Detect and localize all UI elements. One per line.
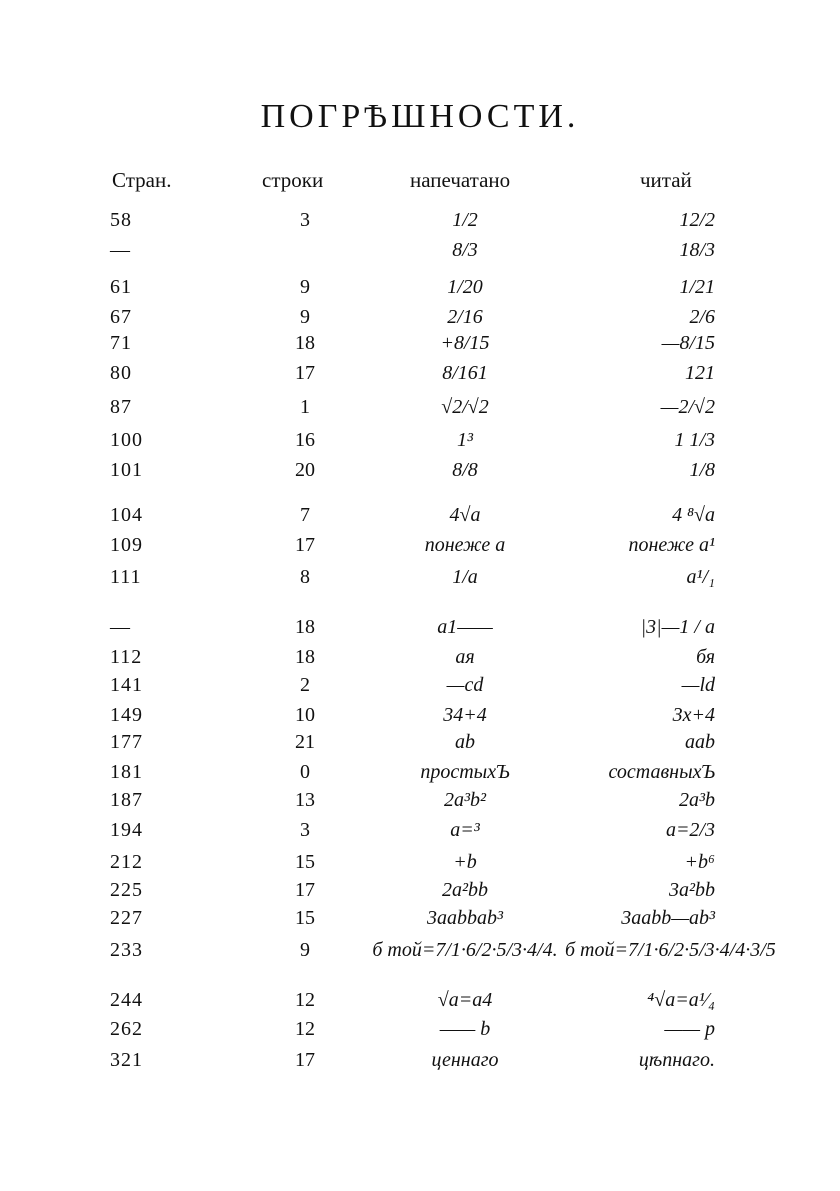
page-title: ПОГРѢШНОСТИ.	[260, 98, 580, 135]
page-number: 149	[110, 704, 143, 726]
line-number: 15	[295, 851, 315, 873]
table-row	[0, 530, 840, 560]
line-number: 18	[295, 616, 315, 638]
line-number: 8	[300, 566, 310, 588]
table-row	[0, 785, 840, 815]
printed-text: 2a²bb	[442, 879, 488, 901]
line-number: 18	[295, 646, 315, 668]
correct-text: 3x+4	[672, 704, 715, 726]
header-read: читай	[640, 168, 692, 192]
table-row	[0, 903, 840, 933]
table-row	[0, 815, 840, 845]
correct-text: 2a³b	[679, 789, 715, 811]
printed-text: 1/20	[447, 276, 483, 298]
table-row	[0, 847, 840, 877]
line-number: 3	[300, 209, 310, 231]
printed-text: б той=7/1·6/2·5/3·4/4.	[372, 939, 558, 961]
table-row	[0, 985, 840, 1015]
page-number: 111	[110, 566, 142, 588]
table-row	[0, 205, 840, 235]
line-number: 21	[295, 731, 315, 753]
page-number: 321	[110, 1049, 143, 1071]
table-row	[0, 562, 840, 592]
line-number: 17	[295, 534, 315, 556]
printed-text: +8/15	[440, 332, 490, 354]
printed-text: ab	[455, 731, 475, 753]
correct-text: б той=7/1·6/2·5/3·4/4·3/5	[565, 939, 776, 961]
page-number: 212	[110, 851, 143, 873]
table-row	[0, 642, 840, 672]
printed-text: a1——	[437, 616, 493, 638]
page-number: 71	[110, 332, 132, 354]
line-number: 13	[295, 789, 315, 811]
correct-text: 3aabb—ab³	[621, 907, 715, 929]
printed-text: 2/16	[447, 306, 483, 328]
table-row	[0, 425, 840, 455]
correct-text: 1 1/3	[674, 429, 715, 451]
correct-text: цѣпнаго.	[638, 1049, 715, 1071]
correct-text: —— p	[664, 1018, 715, 1040]
correct-text: понеже a¹	[628, 534, 715, 556]
table-row	[0, 757, 840, 787]
correct-text: —2/√2	[660, 396, 715, 418]
page-number: 141	[110, 674, 143, 696]
printed-text: —cd	[446, 674, 484, 696]
table-row	[0, 612, 840, 642]
printed-text: 8/8	[452, 459, 478, 481]
printed-text: 8/3	[452, 239, 478, 261]
page-number: 244	[110, 989, 143, 1011]
line-number: 10	[295, 704, 315, 726]
printed-text: aя	[455, 646, 475, 668]
table-row	[0, 1014, 840, 1044]
line-number: 7	[300, 504, 310, 526]
line-number: 15	[295, 907, 315, 929]
page-number: 194	[110, 819, 143, 841]
page-number: —	[110, 239, 131, 261]
printed-text: √2/√2	[441, 396, 489, 418]
line-number: 2	[300, 674, 310, 696]
table-row	[0, 235, 840, 265]
page-number: 58	[110, 209, 132, 231]
line-number: 12	[295, 989, 315, 1011]
table-row	[0, 392, 840, 422]
correct-text: 3a²bb	[669, 879, 715, 901]
correct-text: 1/8	[689, 459, 715, 481]
printed-text: 2a³b²	[444, 789, 486, 811]
page-number: 181	[110, 761, 143, 783]
header-line: строки	[262, 168, 324, 192]
table-row	[0, 500, 840, 530]
page-number: 101	[110, 459, 143, 481]
correct-text: бя	[696, 646, 715, 668]
page-number: 227	[110, 907, 143, 929]
line-number: 1	[300, 396, 310, 418]
table-row	[0, 455, 840, 485]
page-number: 104	[110, 504, 143, 526]
printed-text: 4√a	[449, 504, 481, 526]
printed-text: +b	[453, 851, 477, 873]
line-number: 17	[295, 1049, 315, 1071]
table-row	[0, 670, 840, 700]
correct-text: 4 ⁸√a	[672, 504, 715, 526]
table-row	[0, 1045, 840, 1075]
page-number: 67	[110, 306, 132, 328]
printed-text: 3aabbab³	[427, 907, 503, 929]
correct-text: 1/21	[679, 276, 715, 298]
printed-text: —— b	[439, 1018, 491, 1040]
printed-text: 8/161	[442, 362, 488, 384]
printed-text: a=³	[450, 819, 480, 841]
table-row	[0, 358, 840, 388]
table-row	[0, 328, 840, 358]
correct-text: —8/15	[661, 332, 715, 354]
page-number: 87	[110, 396, 132, 418]
table-row	[0, 875, 840, 905]
page-number: 187	[110, 789, 143, 811]
page-number: 112	[110, 646, 143, 668]
correct-text: 2/6	[689, 306, 715, 328]
header-page: Стран.	[112, 168, 172, 192]
correct-text: 18/3	[679, 239, 715, 261]
correct-text: составныхЪ	[608, 761, 715, 783]
line-number: 18	[295, 332, 315, 354]
page-number: 225	[110, 879, 143, 901]
printed-text: 1/2	[452, 209, 478, 231]
correct-text: a=2/3	[665, 819, 715, 841]
line-number: 0	[300, 761, 310, 783]
correct-text: aab	[685, 731, 715, 753]
printed-text: 1/a	[452, 566, 478, 588]
printed-text: √a=a4	[437, 989, 493, 1011]
printed-text: понеже a	[424, 534, 506, 556]
line-number: 3	[300, 819, 310, 841]
correct-text: 12/2	[679, 209, 715, 231]
printed-text: простыхЪ	[420, 761, 510, 783]
page-number: 80	[110, 362, 132, 384]
page-number: 109	[110, 534, 143, 556]
page-number: —	[110, 616, 131, 638]
table-row	[0, 935, 840, 965]
page-number: 233	[110, 939, 143, 961]
header-printed: напечатано	[410, 168, 511, 192]
correct-text: |3|—1 / a	[640, 616, 715, 638]
line-number: 17	[295, 362, 315, 384]
line-number: 9	[300, 276, 310, 298]
correct-text: +b⁶	[684, 851, 715, 873]
printed-text: 1³	[457, 429, 473, 451]
page-number: 262	[110, 1018, 143, 1040]
table-row	[0, 727, 840, 757]
correct-text: —ld	[681, 674, 715, 696]
line-number: 9	[300, 939, 310, 961]
line-number: 12	[295, 1018, 315, 1040]
line-number: 20	[295, 459, 315, 481]
printed-text: ценнаго	[431, 1049, 499, 1071]
table-row	[0, 272, 840, 302]
printed-text: 34+4	[443, 704, 487, 726]
correct-text: ⁴√a=a¹⁄₄	[647, 989, 715, 1011]
line-number: 9	[300, 306, 310, 328]
line-number: 17	[295, 879, 315, 901]
page-number: 100	[110, 429, 143, 451]
table-row	[0, 700, 840, 730]
correct-text: 121	[685, 362, 715, 384]
line-number: 16	[295, 429, 315, 451]
page-number: 177	[110, 731, 143, 753]
correct-text: a¹/₁	[686, 566, 715, 588]
page-number: 61	[110, 276, 132, 298]
